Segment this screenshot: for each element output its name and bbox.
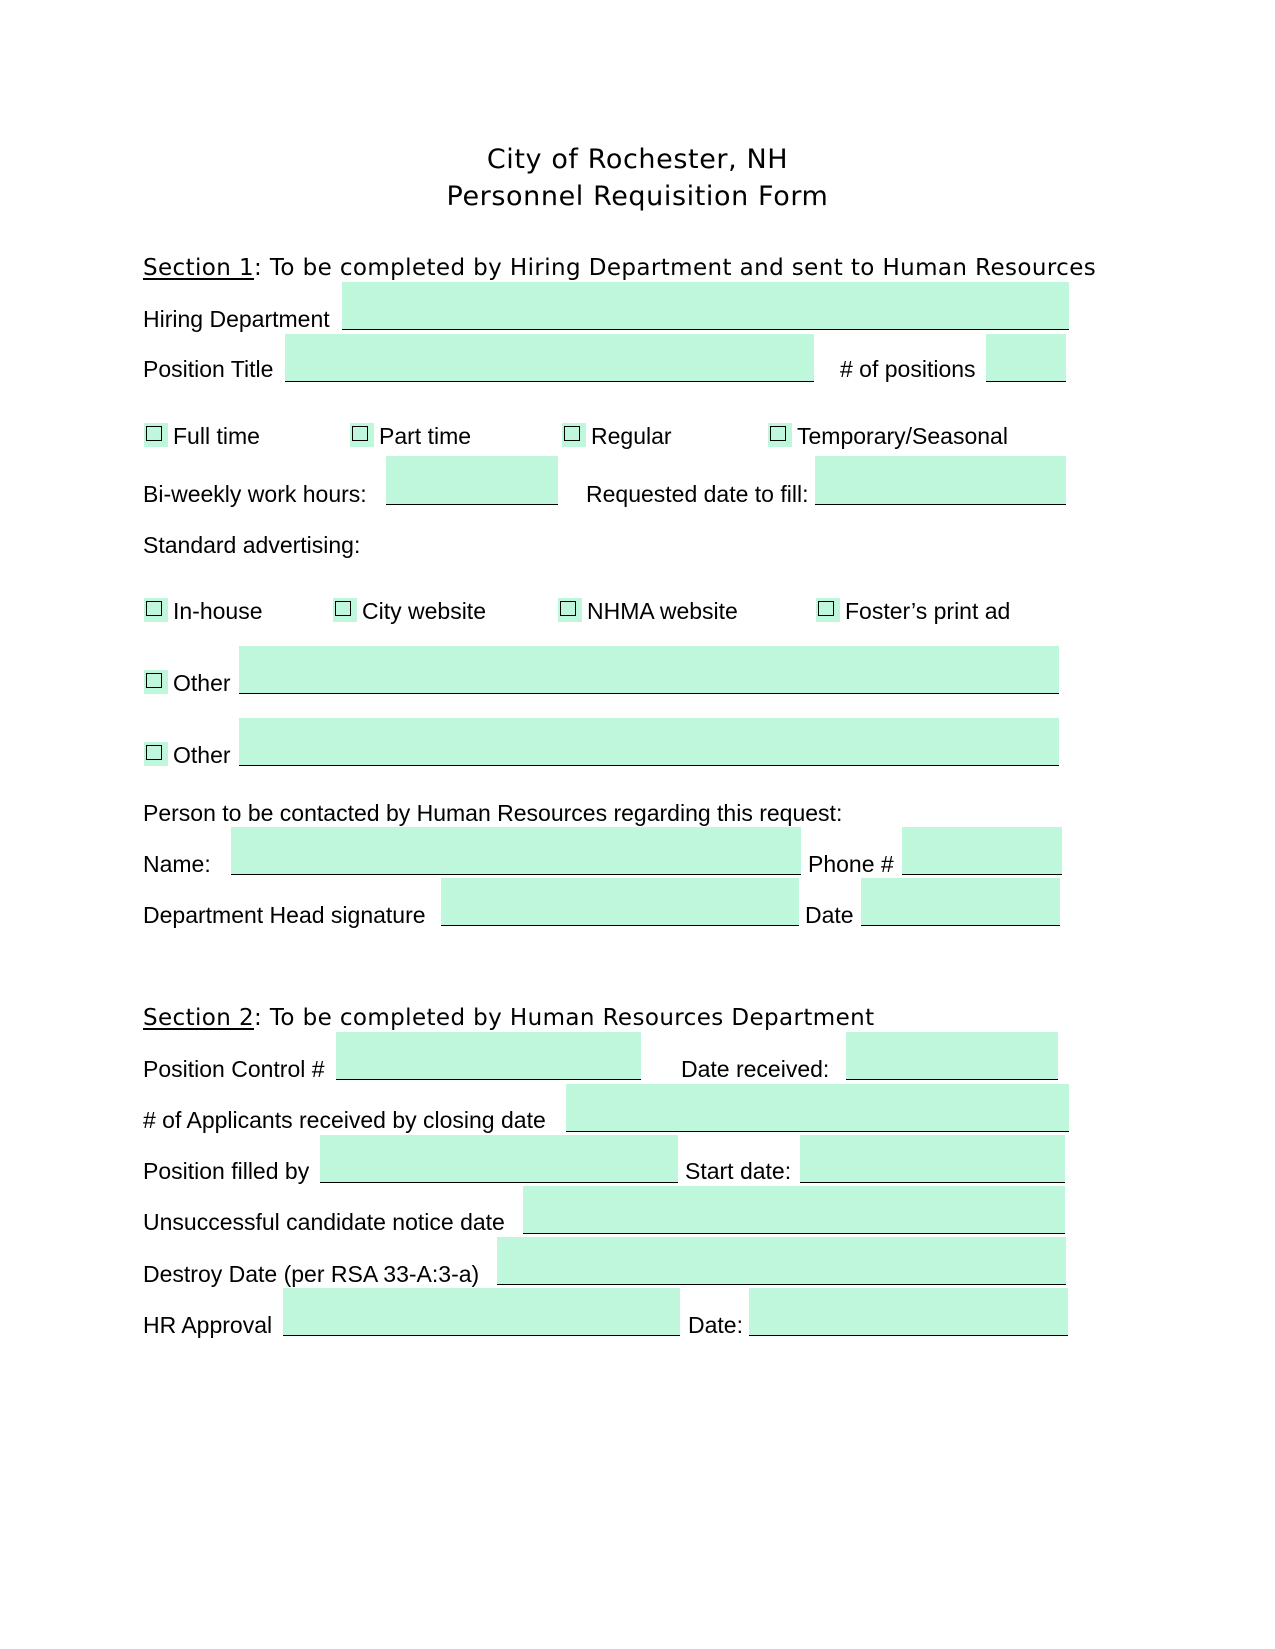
other-1-checkbox[interactable] (144, 670, 168, 694)
temporary-seasonal-label: Temporary/Seasonal (797, 423, 1008, 449)
in-house-checkbox[interactable] (144, 598, 168, 622)
phone-label: Phone # (808, 851, 894, 877)
form-title: Personnel Requisition Form (446, 181, 829, 212)
dept-head-signature-label: Department Head signature (143, 902, 426, 928)
regular-checkbox[interactable] (562, 423, 586, 447)
unsuccessful-notice-label: Unsuccessful candidate notice date (143, 1209, 505, 1235)
other-1-field[interactable] (239, 646, 1059, 694)
hiring-department-field[interactable] (342, 282, 1069, 330)
full-time-label: Full time (173, 423, 260, 449)
section-1-date-field[interactable] (861, 878, 1060, 926)
city-website-label: City website (362, 598, 486, 624)
form-city-title: City of Rochester, NH (486, 144, 789, 175)
position-title-label: Position Title (143, 356, 274, 382)
date-received-field[interactable] (846, 1032, 1058, 1080)
section-2-date-field[interactable] (749, 1288, 1068, 1336)
section-1-date-label: Date (805, 902, 854, 928)
position-filled-by-field[interactable] (320, 1135, 678, 1183)
part-time-checkbox[interactable] (350, 423, 374, 447)
name-label: Name: (143, 851, 211, 877)
dept-head-signature-field[interactable] (441, 878, 799, 926)
num-applicants-label: # of Applicants received by closing date (143, 1107, 546, 1133)
section-2-date-label: Date: (688, 1312, 743, 1338)
position-filled-by-label: Position filled by (143, 1158, 310, 1184)
hr-approval-field[interactable] (283, 1288, 680, 1336)
contact-prompt: Person to be contacted by Human Resources regarding this request: (143, 800, 843, 826)
temporary-seasonal-checkbox[interactable] (768, 423, 792, 447)
section-2-heading (143, 1007, 875, 1030)
city-website-checkbox[interactable] (333, 598, 357, 622)
num-positions-label: # of positions (840, 356, 976, 382)
num-positions-field[interactable] (986, 334, 1066, 382)
other-2-label: Other (173, 742, 231, 768)
regular-label: Regular (591, 423, 672, 449)
date-received-label: Date received: (681, 1056, 830, 1082)
requested-date-label: Requested date to fill: (586, 481, 809, 507)
destroy-date-label: Destroy Date (per RSA 33-A:3-a) (143, 1261, 480, 1287)
other-1-label: Other (173, 670, 231, 696)
biweekly-hours-label: Bi-weekly work hours: (143, 481, 367, 507)
part-time-label: Part time (379, 423, 472, 449)
position-control-field[interactable] (336, 1032, 641, 1080)
biweekly-hours-field[interactable] (386, 456, 558, 505)
requested-date-field[interactable] (815, 456, 1066, 505)
standard-advertising-label: Standard advertising: (143, 532, 361, 558)
start-date-field[interactable] (800, 1135, 1065, 1183)
fosters-print-ad-checkbox[interactable] (816, 598, 840, 622)
contact-name-field[interactable] (231, 827, 801, 875)
section-1-heading (143, 257, 1096, 280)
section-1-description: : To be completed by Hiring Department and sent to Human Resources (254, 255, 1097, 281)
hiring-department-label: Hiring Department (143, 306, 330, 332)
nhma-website-checkbox[interactable] (558, 598, 582, 622)
section-2-label: Section 2 (143, 1005, 254, 1031)
full-time-checkbox[interactable] (144, 423, 168, 447)
position-control-label: Position Control # (143, 1056, 325, 1082)
destroy-date-field[interactable] (497, 1237, 1066, 1285)
num-applicants-field[interactable] (566, 1084, 1069, 1132)
section-1-label: Section 1 (143, 255, 254, 281)
other-2-field[interactable] (239, 718, 1059, 766)
nhma-website-label: NHMA website (587, 598, 738, 624)
hr-approval-label: HR Approval (143, 1312, 273, 1338)
unsuccessful-notice-field[interactable] (523, 1186, 1065, 1234)
other-2-checkbox[interactable] (144, 742, 168, 766)
start-date-label: Start date: (685, 1158, 792, 1184)
section-2-description: : To be completed by Human Resources Department (254, 1005, 875, 1031)
fosters-print-ad-label: Foster’s print ad (845, 598, 1011, 624)
in-house-label: In-house (173, 598, 263, 624)
position-title-field[interactable] (285, 334, 814, 382)
phone-field[interactable] (902, 827, 1062, 875)
